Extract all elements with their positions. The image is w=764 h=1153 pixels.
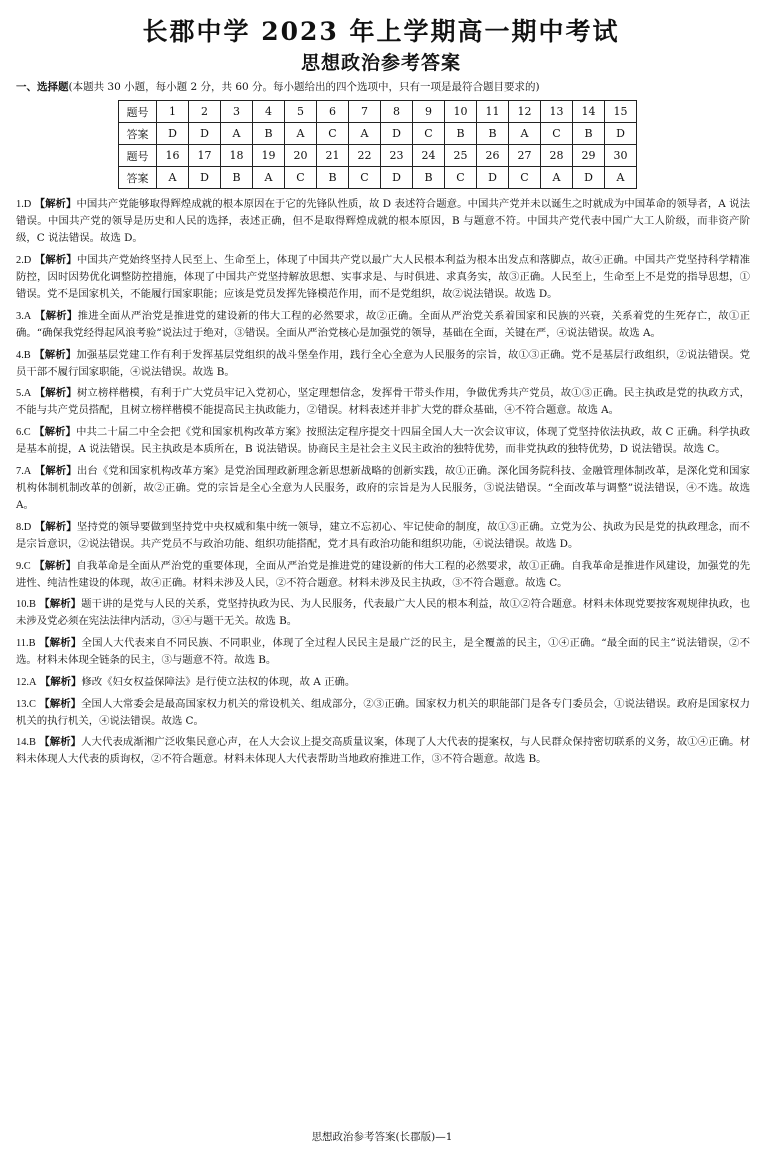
question-number-cell: 27 — [509, 145, 541, 167]
explanation-text: 推进全面从严治党是推进党的建设新的伟大工程的必然要求，故②正确。全面从严治党关系着国家和民族的兴衰，关系着党的生死存亡，故①正确。“确保我党经得起风浪考验”说法过于绝对，③错误。全面从严治党核心是加强党的领导，基础在全面，关键在严，④说法错误。故选 A。 — [16, 309, 750, 339]
explanation-item — [12, 558, 750, 592]
explanation-text: 题干讲的是党与人民的关系，党坚持执政为民、为人民服务，代表最广大人民的根本利益，故①②符合题意。材料未体现党要按客观规律执政，也未涉及党必须在宪法法律内活动，③④与题干无关。故选 B。 — [16, 598, 750, 628]
explanations-list — [12, 196, 750, 769]
explanation-tag: 【解析】 — [39, 675, 82, 688]
explanation-item — [12, 308, 750, 342]
answer-cell: C — [445, 167, 477, 189]
answer-cell: A — [349, 123, 381, 145]
explanation-tag: 【解析】 — [34, 348, 77, 361]
question-number-cell: 11 — [477, 101, 509, 123]
answer-cell: D — [573, 167, 605, 189]
answer-cell: D — [605, 123, 637, 145]
question-number-cell: 4 — [253, 101, 285, 123]
answer-cell: B — [445, 123, 477, 145]
explanation-item — [12, 696, 750, 730]
question-number-cell: 18 — [221, 145, 253, 167]
table-row-label: 题号 — [119, 101, 157, 123]
question-number-cell: 28 — [541, 145, 573, 167]
answer-cell: A — [157, 167, 189, 189]
question-number-cell: 20 — [285, 145, 317, 167]
explanation-item — [12, 463, 750, 514]
explanation-item — [12, 519, 750, 553]
explanation-text: 人大代表成渐湘广泛收集民意心声，在人大会议上提交高质量议案，体现了人大代表的提案权，与人民群众保持密切联系的义务，故①④正确。材料未体现人大代表的质询权，②不符合题意。材料未体现人大代表帮助当地政府推进工作，③不符合题意。故选 B。 — [16, 736, 750, 766]
explanation-answer: 5.A — [16, 388, 32, 400]
question-number-cell: 23 — [381, 145, 413, 167]
answer-cell: B — [221, 167, 253, 189]
question-number-cell: 16 — [157, 145, 189, 167]
explanation-answer: 3.A — [16, 310, 32, 322]
explanation-answer: 10.B — [16, 599, 36, 611]
question-number-cell: 2 — [189, 101, 221, 123]
section-heading — [16, 80, 750, 95]
explanation-item — [12, 596, 750, 630]
explanation-answer: 13.C — [16, 698, 36, 710]
explanation-tag: 【解析】 — [34, 253, 77, 266]
table-number-row — [119, 101, 637, 123]
explanation-item — [12, 635, 750, 669]
table-row-label: 答案 — [119, 167, 157, 189]
question-number-cell: 8 — [381, 101, 413, 123]
answer-cell: B — [253, 123, 285, 145]
answer-cell: D — [477, 167, 509, 189]
question-number-cell: 26 — [477, 145, 509, 167]
explanation-text: 中共二十届二中全会把《党和国家机构改革方案》按照法定程序提交十四届全国人大一次会议审议，体现了党坚持依法执政，故 C 正确。科学执政是基本前提，A 说法错误。民主执政是本质所在，B 说法错误。协商民主是社会主义民主政治的独特优势，而非党执政的独特优势，D 说法错误。故选 C。 — [16, 426, 750, 456]
answer-cell: B — [477, 123, 509, 145]
answer-cell: B — [573, 123, 605, 145]
explanation-text: 出台《党和国家机构改革方案》是党治国理政新理念新思想新战略的创新实践，故①正确。深化国务院科技、金融管理体制改革，是深化党和国家机构体制机制改革的创新，故②正确。党的宗旨是全心全意为人民服务，政府的宗旨是为人民服务，③说法错误。“全面改革与调整”说法错误，④不选。故选 A。 — [16, 464, 751, 512]
answer-table — [118, 100, 637, 189]
explanation-item — [12, 674, 750, 691]
question-number-cell: 29 — [573, 145, 605, 167]
question-number-cell: 5 — [285, 101, 317, 123]
answer-cell: C — [317, 123, 349, 145]
explanation-answer: 9.C — [16, 560, 31, 572]
section-note: (本题共 30 小题，每小题 2 分，共 60 分。每小题给出的四个选项中，只有一项是最符合题目要求的) — [68, 81, 540, 93]
explanation-text: 中国共产党始终坚持人民至上、生命至上，体现了中国共产党以最广大人民根本利益为根本出发点和落脚点，故④正确。中国共产党坚持科学精准防控，因时因势优化调整防控措施，体现了中国共产党坚持解放思想、实事求是、与时俱进、求真务实，故③正确。人民至上，生命至上不是党的指导思想，①错误。党不是国家机关，不能履行国家职能；应该是党员发挥先锋模范作用，而不是党组织，故②说法错误。故选 D。 — [16, 253, 751, 301]
explanation-item — [12, 196, 750, 247]
explanation-tag: 【解析】 — [34, 559, 77, 572]
explanation-item — [12, 347, 750, 381]
answer-cell: A — [221, 123, 253, 145]
explanation-text: 坚持党的领导要做到坚持党中央权威和集中统一领导，建立不忘初心、牢记使命的制度，故①③正确。立党为公、执政为民是党的执政理念，而不是宗旨意识，②说法错误。共产党员不与政治功能、组织功能搭配，党才具有政治功能和组织功能，④说法错误。故选 D。 — [16, 520, 751, 550]
explanation-answer: 4.B — [16, 349, 31, 361]
explanation-tag: 【解析】 — [39, 697, 82, 710]
answer-cell: A — [605, 167, 637, 189]
answer-cell: D — [189, 167, 221, 189]
explanation-text: 树立榜样楷模，有利于广大党员牢记入党初心，坚定理想信念，发挥骨干带头作用，争做优秀共产党员，故①③正确。民主执政是党的执政方式，不能与共产党员搭配，且树立榜样楷模不能提高民主执政能力，②错误。材料表述并非扩大党的群众基础，④不符合题意。故选 A。 — [16, 387, 751, 417]
table-answer-row — [119, 167, 637, 189]
explanation-answer: 8.D — [16, 521, 32, 533]
answer-cell: C — [413, 123, 445, 145]
explanation-item — [12, 734, 750, 768]
explanation-item — [12, 385, 750, 419]
answer-cell: C — [349, 167, 381, 189]
page-subtitle: 思想政治参考答案 — [300, 52, 461, 74]
explanation-item — [12, 252, 750, 303]
question-number-cell: 24 — [413, 145, 445, 167]
explanation-tag: 【解析】 — [39, 598, 82, 611]
question-number-cell: 10 — [445, 101, 477, 123]
explanation-text: 中国共产党能够取得辉煌成就的根本原因在于它的先锋队性质，故 D 表述符合题意。中国共产党并未以诞生之时就成为中国革命的领导者，A 说法错误。中国共产党的领导是历史和人民的选择，表述正确，但不是取得辉煌成就的根本原因，B 与题意不符。中国共产党代表中国广大工人阶级，而非资产阶级，C 说法错误。故选 D。 — [16, 198, 750, 245]
explanation-tag: 【解析】 — [39, 637, 82, 650]
explanation-tag: 【解析】 — [34, 464, 77, 477]
question-number-cell: 9 — [413, 101, 445, 123]
answer-cell: C — [509, 167, 541, 189]
answer-cell: B — [413, 167, 445, 189]
explanation-text: 全国人大代表来自不同民族、不同职业，体现了全过程人民民主是最广泛的民主，是全覆盖的民主，①④正确。“最全面的民主”说法错误，②不选。材料未体现全链条的民主，③与题意不符。故选 B。 — [16, 637, 751, 667]
question-number-cell: 19 — [253, 145, 285, 167]
answer-cell: A — [253, 167, 285, 189]
answer-cell: D — [381, 167, 413, 189]
explanation-text: 全国人大常委会是最高国家权力机关的常设机关、组成部分，②③正确。国家权力机关的职能部门是各专门委员会，①说法错误。政府是国家权力机关的执行机关，④说法错误。故选 C。 — [16, 697, 750, 727]
answer-cell: D — [157, 123, 189, 145]
answer-cell: D — [381, 123, 413, 145]
explanation-text: 加强基层党建工作有利于发挥基层党组织的战斗堡垒作用，践行全心全意为人民服务的宗旨，故①③正确。党不是基层行政组织，②说法错误。党员干部不履行国家职能，④说法错误。故选 B。 — [16, 348, 751, 378]
explanation-answer: 14.B — [16, 737, 36, 749]
answer-cell: C — [541, 123, 573, 145]
explanation-answer: 2.D — [16, 254, 32, 266]
page-footer: 思想政治参考答案(长郡版)—1 — [311, 1131, 453, 1143]
section-label: 一、选择题 — [16, 81, 69, 93]
question-number-cell: 7 — [349, 101, 381, 123]
explanation-answer: 11.B — [16, 638, 36, 650]
explanation-tag: 【解析】 — [34, 426, 76, 439]
question-number-cell: 17 — [189, 145, 221, 167]
question-number-cell: 3 — [221, 101, 253, 123]
answer-cell: A — [541, 167, 573, 189]
explanation-answer: 7.A — [16, 465, 32, 477]
table-number-row — [119, 145, 637, 167]
table-row-label: 题号 — [119, 145, 157, 167]
answer-cell: A — [509, 123, 541, 145]
explanation-answer: 1.D — [16, 199, 32, 210]
question-number-cell: 30 — [605, 145, 637, 167]
table-row-label: 答案 — [119, 123, 157, 145]
question-number-cell: 6 — [317, 101, 349, 123]
question-number-cell: 21 — [317, 145, 349, 167]
question-number-cell: 14 — [573, 101, 605, 123]
answer-cell: C — [285, 167, 317, 189]
table-answer-row — [119, 123, 637, 145]
question-number-cell: 15 — [605, 101, 637, 123]
question-number-cell: 1 — [157, 101, 189, 123]
explanation-tag: 【解析】 — [34, 520, 77, 533]
question-number-cell: 12 — [509, 101, 541, 123]
explanation-tag: 【解析】 — [34, 387, 77, 400]
answer-cell: B — [317, 167, 349, 189]
question-number-cell: 25 — [445, 145, 477, 167]
explanation-text: 自我革命是全面从严治党的重要体现，全面从严治党是推进党的建设新的伟大工程的必然要求，故①正确。自我革命是推进作风建设，加强党的先进性、纯洁性建设的体现，故④正确。材料未涉及人民，②不符合题意。材料未涉及民主执政，③不符合题意。故选 C。 — [16, 559, 751, 589]
answer-cell: D — [189, 123, 221, 145]
explanation-tag: 【解析】 — [39, 736, 82, 749]
explanation-text: 修改《妇女权益保障法》是行使立法权的体现，故 A 正确。 — [81, 675, 356, 688]
question-number-cell: 22 — [349, 145, 381, 167]
explanation-tag: 【解析】 — [34, 198, 77, 210]
page-title: 长郡中学 2023 年上学期高一期中考试 — [142, 17, 620, 46]
explanation-answer: 12.A — [16, 676, 37, 688]
explanation-tag: 【解析】 — [34, 309, 78, 322]
answer-cell: A — [285, 123, 317, 145]
explanation-item — [12, 424, 750, 458]
question-number-cell: 13 — [541, 101, 573, 123]
explanation-answer: 6.C — [16, 427, 31, 439]
